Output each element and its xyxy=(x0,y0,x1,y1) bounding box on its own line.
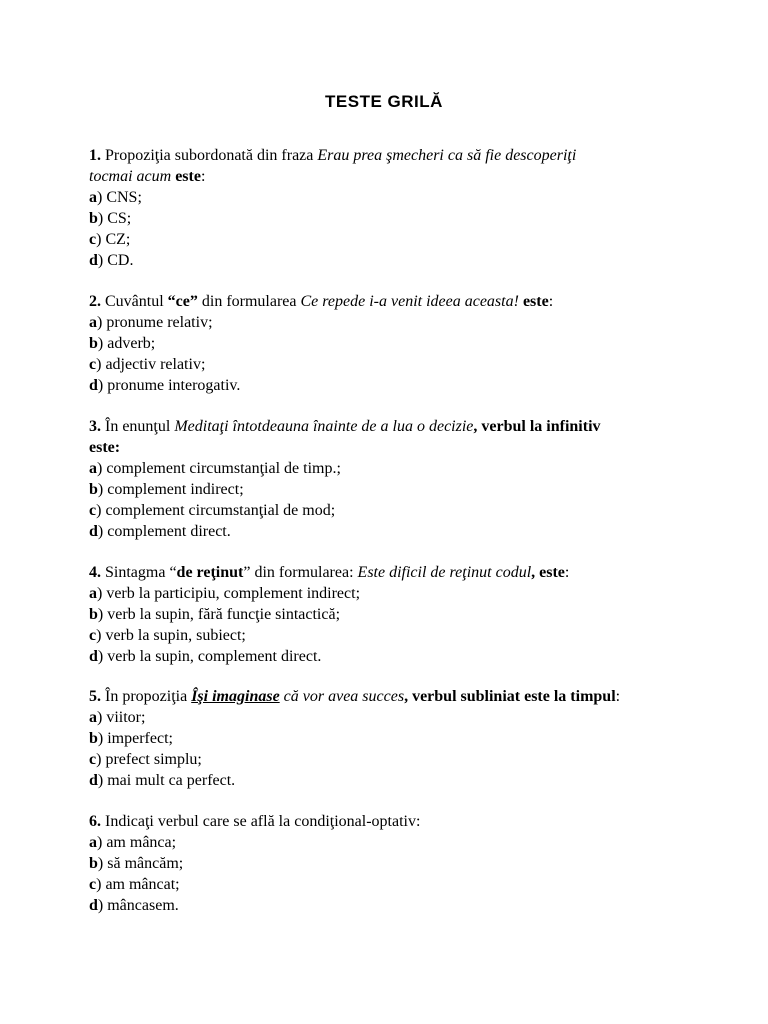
question-1-stem-cont: tocmai acum este: xyxy=(89,168,206,185)
option-d: d) mai mult ca perfect. xyxy=(89,772,236,789)
underlined-verb: Îşi imaginase xyxy=(191,688,280,705)
option-a: a) viitor; xyxy=(89,709,146,726)
option-c: c) prefect simplu; xyxy=(89,751,202,768)
option-d: d) CD. xyxy=(89,252,134,269)
option-b: b) CS; xyxy=(89,210,132,227)
option-c: c) adjectiv relativ; xyxy=(89,356,206,373)
example-sentence-cont: tocmai acum xyxy=(89,168,172,185)
option-c: c) am mâncat; xyxy=(89,876,180,893)
key-term: “ce” xyxy=(167,293,198,310)
question-4 xyxy=(89,562,689,667)
question-2 xyxy=(89,291,689,396)
option-a: a) CNS; xyxy=(89,189,142,206)
example-sentence: Este dificil de reţinut codul xyxy=(357,564,532,581)
example-sentence: Erau prea şmecheri ca să fie descoperiţi xyxy=(317,147,577,164)
question-3-stem-cont: este: xyxy=(89,439,121,456)
example-sentence: Ce repede i-a venit ideea aceasta! xyxy=(300,293,519,310)
option-c: c) complement circumstanţial de mod; xyxy=(89,502,336,519)
question-3-stem: 3. În enunţul Meditaţi întotdeauna înainte de a lua o decizie, verbul la infinitiv xyxy=(89,418,601,435)
example-sentence: că vor avea succes xyxy=(279,688,405,705)
question-number: 6. xyxy=(89,813,101,830)
option-a: a) pronume relativ; xyxy=(89,314,213,331)
option-b: b) imperfect; xyxy=(89,730,173,747)
option-a: a) verb la participiu, complement indirect; xyxy=(89,585,361,602)
page-title: TESTE GRILĂ xyxy=(325,92,443,111)
option-a: a) complement circumstanţial de timp.; xyxy=(89,460,341,477)
question-4-stem: 4. Sintagma “de reţinut” din formularea: Este dificil de reţinut codul, este: xyxy=(89,564,570,581)
question-5-stem: 5. În propoziţia Îşi imaginase că vor avea succes, verbul subliniat este la timpul: xyxy=(89,688,621,705)
option-d: d) mâncasem. xyxy=(89,897,179,914)
question-number: 1. xyxy=(89,147,101,164)
question-number: 5. xyxy=(89,688,101,705)
option-b: b) verb la supin, fără funcţie sintactică; xyxy=(89,606,341,623)
option-d: d) pronume interogativ. xyxy=(89,377,241,394)
option-d: d) complement direct. xyxy=(89,523,231,540)
question-5 xyxy=(89,686,689,791)
question-1-stem: 1. Propoziţia subordonată din fraza Erau prea şmecheri ca să fie descoperiţi xyxy=(89,147,577,164)
question-2-stem: 2. Cuvântul “ce” din formularea Ce repede i-a venit ideea aceasta! este: xyxy=(89,293,554,310)
question-3 xyxy=(89,416,689,542)
option-a: a) am mânca; xyxy=(89,834,177,851)
question-6 xyxy=(89,811,689,916)
key-term: de reţinut xyxy=(176,564,244,581)
option-c: c) verb la supin, subiect; xyxy=(89,627,246,644)
question-number: 3. xyxy=(89,418,101,435)
option-b: b) să mâncăm; xyxy=(89,855,184,872)
example-sentence: Meditaţi întotdeauna înainte de a lua o decizie xyxy=(174,418,474,435)
option-c: c) CZ; xyxy=(89,231,131,248)
question-number: 4. xyxy=(89,564,101,581)
question-6-stem: 6. Indicaţi verbul care se află la condiţional-optativ: xyxy=(89,813,421,830)
question-number: 2. xyxy=(89,293,101,310)
option-b: b) adverb; xyxy=(89,335,156,352)
option-b: b) complement indirect; xyxy=(89,481,244,498)
option-d: d) verb la supin, complement direct. xyxy=(89,648,322,665)
question-1 xyxy=(89,145,689,271)
